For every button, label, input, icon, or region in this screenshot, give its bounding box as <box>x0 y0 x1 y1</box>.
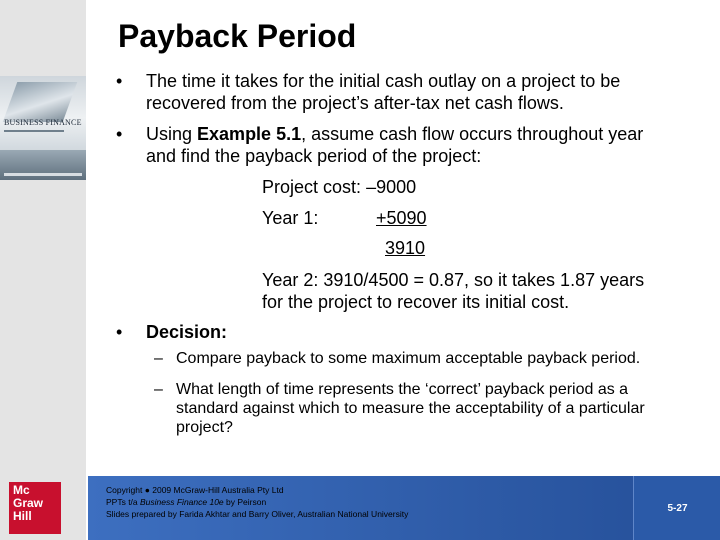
building-graphic <box>3 82 78 122</box>
project-cost-line: Project cost: –9000 <box>262 177 417 197</box>
book-cover-image <box>0 76 86 180</box>
bullet-marker: • <box>116 71 123 91</box>
left-sidebar <box>0 0 86 540</box>
remaining-value: 3910 <box>385 238 426 258</box>
bullet-definition: • The time it takes for the initial cash outlay on a project to be recovered from the project’s after-tax net cash flows. <box>116 71 621 113</box>
example-reference: Example 5.1 <box>197 124 302 144</box>
bullet-decision <box>116 321 316 345</box>
slide-title: Payback Period <box>118 18 357 54</box>
bullet-marker: • <box>116 124 123 144</box>
mcgraw-hill-logo: Mc Graw Hill <box>9 482 61 534</box>
decision-item-2: – What length of time represents the ‘correct’ payback period as a standard against which to measure the acceptability of a particular project? <box>154 381 645 436</box>
year1-value: +5090 <box>376 208 427 228</box>
footer-bar <box>88 476 720 540</box>
bullet-example: • Using Example 5.1, assume cash flow occurs throughout year and find the payback period of the project: <box>116 124 644 166</box>
book-cover-title: BUSINESS FINANCE <box>4 118 82 127</box>
decision-item-1: – Compare payback to some maximum acceptable payback period. <box>154 350 641 367</box>
year1-label: Year 1: <box>262 208 319 228</box>
page-number: 5-27 <box>633 476 720 540</box>
copyright-text: Copyright ● 2009 McGraw-Hill Australia Pty Ltd <box>106 485 284 495</box>
bullet-marker: • <box>116 322 123 342</box>
decision-label: Decision: <box>146 322 228 342</box>
year2-line: Year 2: 3910/4500 = 0.87, so it takes 1.87 years for the project to recover its initial cost. <box>262 270 645 312</box>
footer-credits: Copyright ● 2009 McGraw-Hill Australia Pty Ltd PPTs t/a Business Finance 10e by Peirson Slides prepared by Farida Akhtar and Barry Oliver, Australian National University <box>106 485 409 519</box>
